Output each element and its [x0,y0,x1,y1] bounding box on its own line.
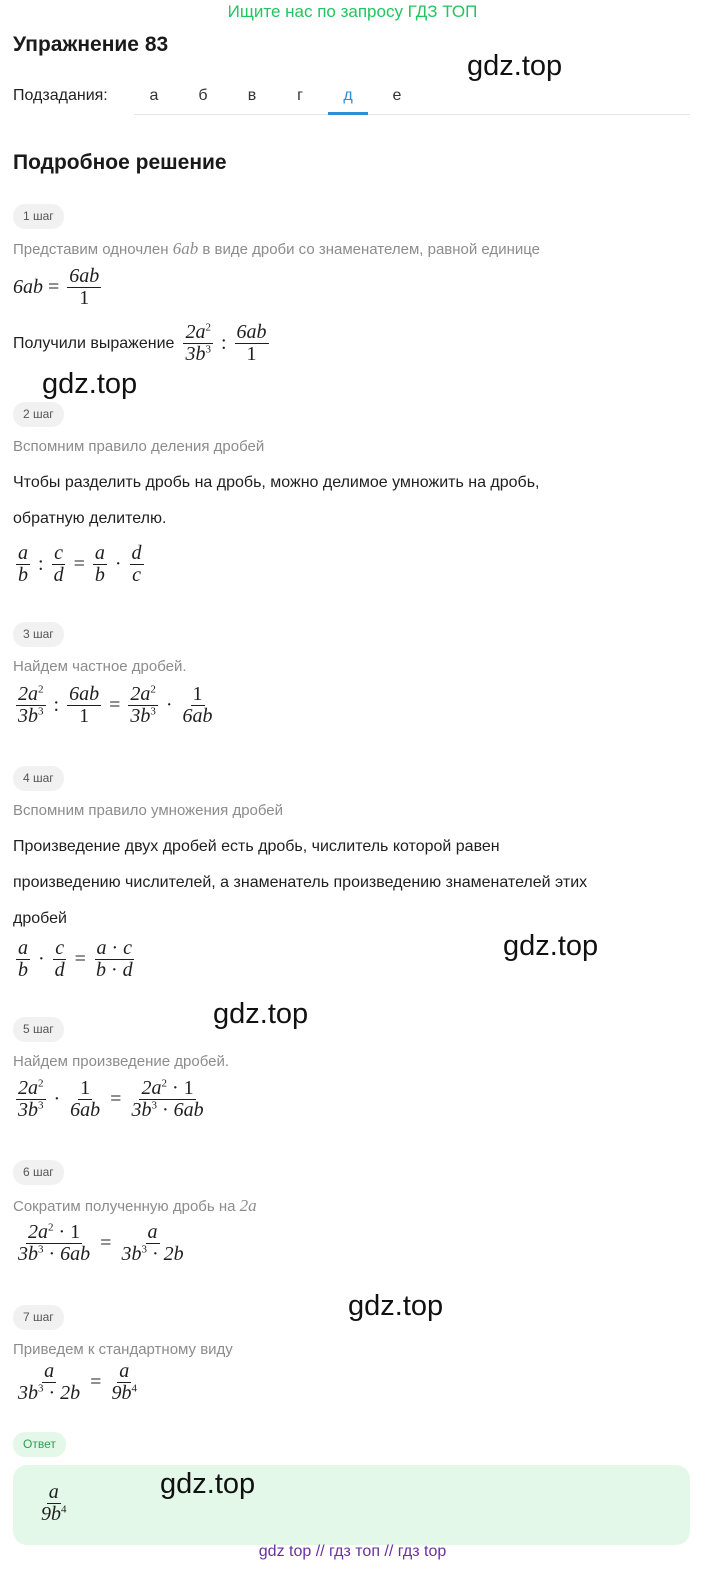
step-7-hint: Приведем к стандартному виду [13,1341,233,1358]
step-1-badge: 1 шаг [13,204,64,229]
step-4-badge: 4 шаг [13,766,64,791]
watermark: gdz.top [213,998,309,1030]
subtasks-label: Подзадания: [13,87,108,104]
watermark: gdz.top [348,1290,444,1322]
subtasks-divider [134,114,690,115]
step-5-formula: $\frac{2a^2}{3b^3}$ · $\frac{1}{6ab}$ = $\frac{2a^2 \cdot 1}{3b^3 \cdot 6ab}$ [18,1077,204,1121]
step-2-formula: $\frac{a}{b}$ : $\frac{c}{d}$ = $\frac{a}{b}$ · $\frac{d}{c}$ [18,542,142,586]
watermark: gdz.top [160,1468,256,1500]
step-6-formula: $\frac{2a^2 \cdot 1}{3b^3 \cdot 6ab}$ = $\frac{a}{3b^3 \cdot 2b}$ [18,1221,184,1265]
step-2-text-line2: обратную делителю. [13,510,167,527]
tab-subtask-g[interactable]: г [297,87,303,104]
step-2-badge: 2 шаг [13,402,64,427]
watermark: gdz.top [503,930,599,962]
tab-subtask-e[interactable]: е [392,87,402,104]
step-7-badge: 7 шаг [13,1305,64,1330]
answer-box [13,1465,690,1545]
step-5-hint: Найдем произведение дробей. [13,1053,230,1070]
step-4-formula: $\frac{a}{b}$ · $\frac{c}{d}$ = $\frac{a \cdot c}{b \cdot d}$ [18,937,133,981]
tab-subtask-a[interactable]: а [149,87,159,104]
step-3-formula: $\frac{2a^2}{3b^3}$ : $\frac{6ab}{1}$ = $\frac{2a^2}{3b^3}$ · $\frac{1}{6ab}$ [18,683,213,727]
step-4-text-line3: дробей [13,910,67,927]
tab-subtask-b[interactable]: б [198,87,208,104]
solution-heading: Подробное решение [13,151,227,174]
step-3-hint: Найдем частное дробей. [13,658,187,675]
footer-links[interactable]: gdz top // гдз топ // гдз top [258,1543,447,1560]
watermark: gdz.top [467,50,563,82]
step-4-text-line1: Произведение двух дробей есть дробь, числитель которой равен [13,838,500,855]
active-tab-indicator [328,112,368,115]
step-6-badge: 6 шаг [13,1160,64,1185]
step-2-hint: Вспомним правило деления дробей [13,438,265,455]
step-5-badge: 5 шаг [13,1017,64,1042]
step-7-formula: $\frac{a}{3b^3 \cdot 2b}$ = $\frac{a}{9b^4}$ [18,1360,137,1404]
step-1-hint: Представим одночлен 6ab в виде дроби со знаменателем, равной единице [13,239,540,258]
step-6-hint: Сократим полученную дробь на 2a [13,1196,257,1215]
page-title: Упражнение 83 [13,33,169,56]
step-3-badge: 3 шаг [13,622,64,647]
step-4-hint: Вспомним правило умножения дробей [13,802,284,819]
answer-formula: $\frac{a}{9b^4}$ [41,1481,67,1525]
watermark: gdz.top [42,368,138,400]
answer-badge: Ответ [13,1432,66,1457]
tab-subtask-d[interactable]: д [343,87,353,104]
step-1-formula: 6ab = $\frac{6ab}{1}$ [13,265,100,309]
step-4-text-line2: произведению числителей, а знаменатель произведению знаменателей этих [13,874,588,891]
step-2-text-line1: Чтобы разделить дробь на дробь, можно делимое умножить на дробь, [13,474,540,491]
tab-subtask-v[interactable]: в [247,87,257,104]
search-banner[interactable]: Ищите нас по запросу ГДЗ ТОП [227,2,478,21]
step-1-result: Получили выражение $\frac{2a^2}{3b^3}$ : $\frac{6ab}{1}$ [13,321,267,365]
